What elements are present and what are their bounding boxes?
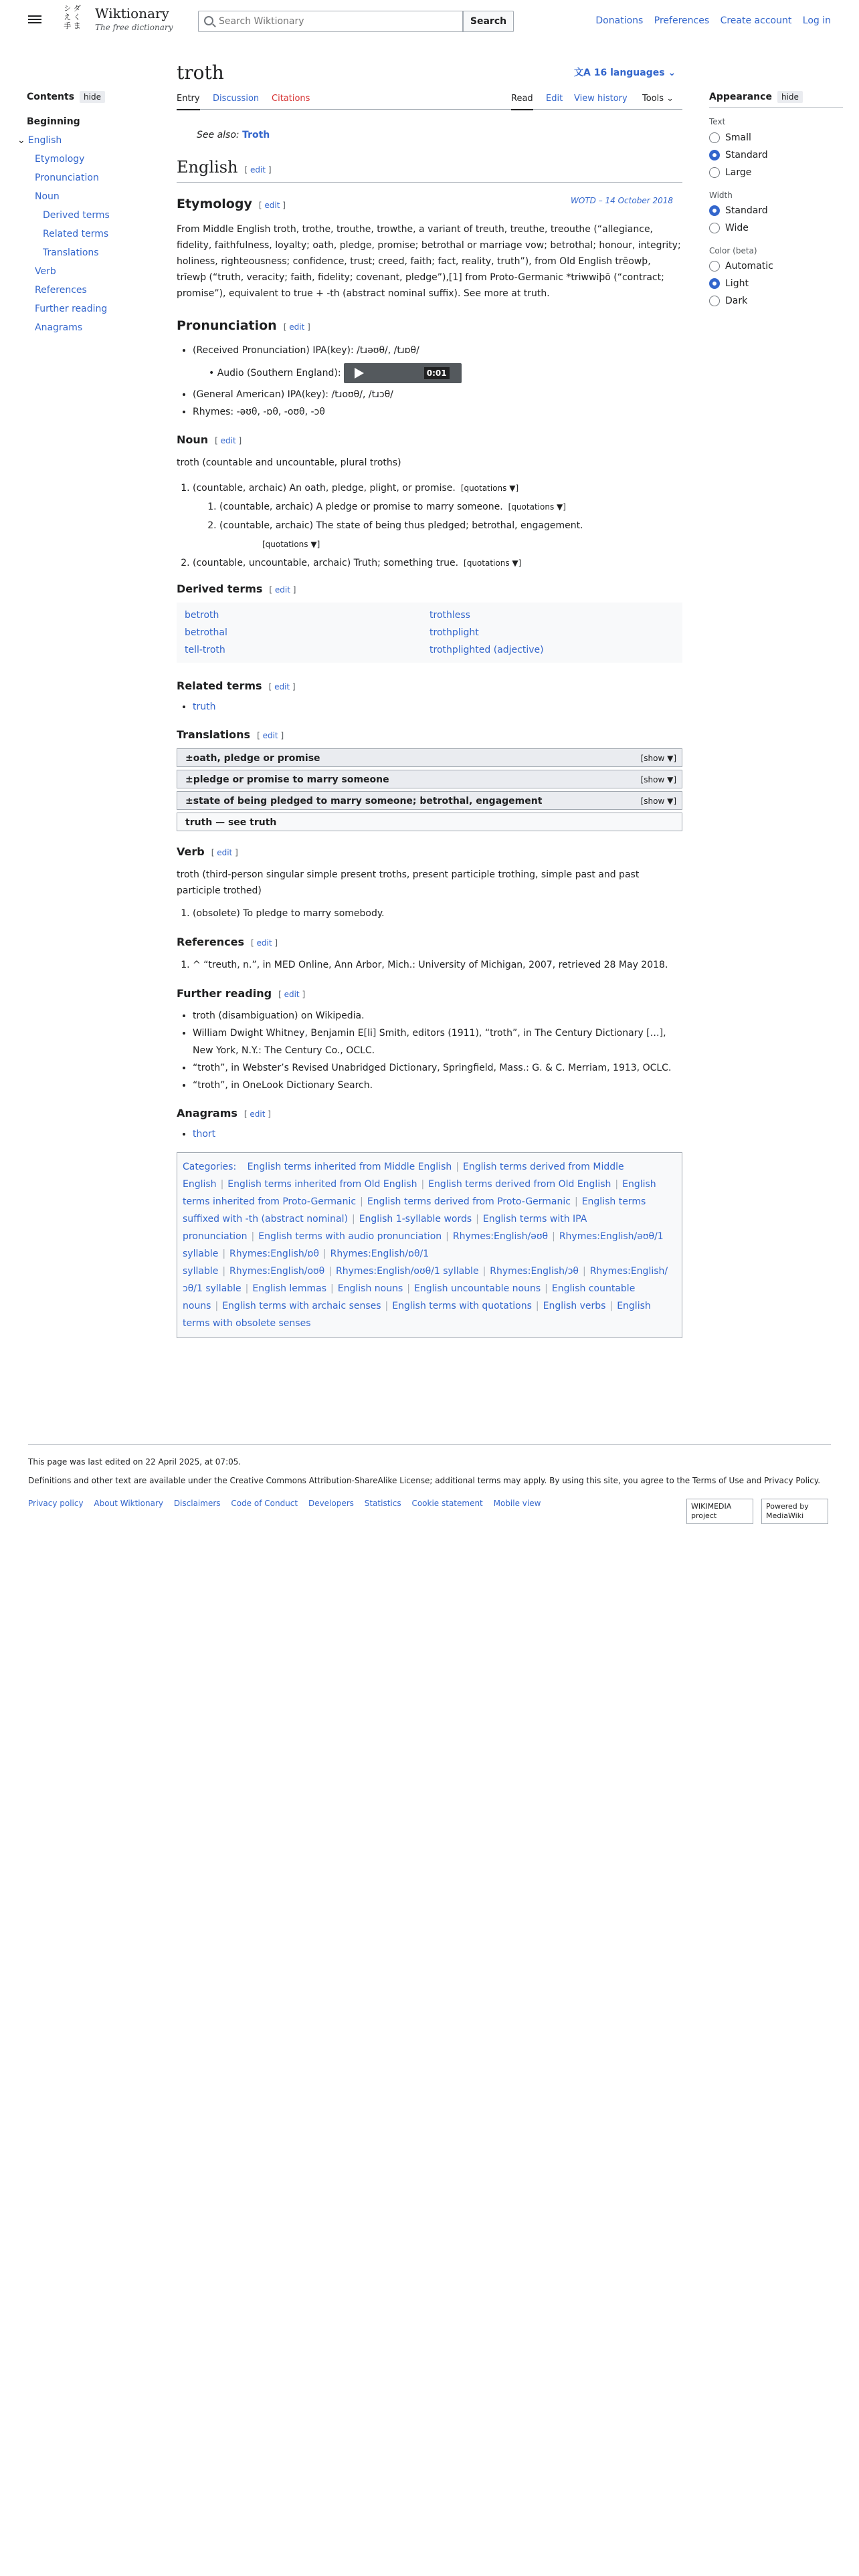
anagram-link[interactable]: thort	[193, 1129, 216, 1140]
heading-pronunciation: Pronunciation [ edit ]	[177, 318, 310, 333]
etymology-text: From Middle English troth, trothe, trouthe, trowthe, a variant of treuth, treuthe, treouthe (“allegiance, fidelity, faithfulness, loyalty; oath, pledge, promise; betrothal or marriage vow; betrothal; honour, integrity; holiness, righteousness; confidence, trust; creed, faith; fact, reality, truth”), from Old English trēowþ, trīewþ (“truth, veracity; faith, fidelity; covenant, pledge”),[1] from Proto-Germanic *triwwiþō (“contract; promise”), equivalent to true + -th (abstract nominal suffix). See more at truth.	[177, 224, 681, 299]
toc-item-related-terms[interactable]: Related terms	[43, 229, 109, 240]
translation-box[interactable]: ±state of being pledged to marry someone; betrothal, engagement [show ▼]	[177, 791, 682, 810]
footer-link[interactable]: Privacy policy	[28, 1499, 84, 1509]
language-selector[interactable]: 文A 16 languages ⌄	[574, 68, 676, 78]
derived-term[interactable]: betroth	[185, 610, 219, 621]
toc-item-derived-terms[interactable]: Derived terms	[43, 210, 110, 221]
category-link[interactable]: English terms inherited from Middle English	[247, 1162, 452, 1172]
heading-etymology: Etymology [ edit ]	[177, 197, 286, 211]
category-separator: |	[609, 1301, 613, 1311]
derived-term[interactable]: betrothal	[185, 627, 227, 638]
category-link[interactable]: English terms with IPA pronunciation	[183, 1214, 587, 1242]
mediawiki-badge[interactable]: Powered by MediaWiki	[761, 1499, 828, 1524]
category-separator: |	[251, 1231, 255, 1242]
license-text: Definitions and other text are available under the Creative Commons Attribution-ShareAlike License; additional terms may apply. By using this site, you agree to the Terms of Use and Privacy Policy.	[28, 1476, 821, 1486]
related-term[interactable]: truth	[193, 702, 216, 712]
category-link[interactable]: English terms derived from Proto-Germanic	[367, 1196, 571, 1207]
category-link[interactable]: English verbs	[543, 1301, 606, 1311]
tab-edit[interactable]: Edit	[546, 94, 563, 104]
toc-item-translations[interactable]: Translations	[43, 247, 99, 259]
category-separator: |	[360, 1196, 363, 1207]
chevron-down-icon: ⌄	[668, 68, 676, 78]
category-link[interactable]: English terms with archaic senses	[222, 1301, 381, 1311]
hamburger-icon[interactable]	[28, 13, 41, 27]
color-label: Color (beta)	[709, 245, 757, 255]
text-small-option[interactable]: Small	[709, 129, 843, 146]
translation-see: truth — see truth	[177, 813, 682, 831]
toc-item-etymology[interactable]: Etymology	[35, 154, 85, 165]
heading-derived-terms: Derived terms [ edit ]	[177, 582, 296, 595]
derived-term[interactable]: trothplighted (adjective)	[430, 645, 544, 655]
category-link[interactable]: English terms inherited from Old English	[227, 1179, 417, 1190]
wikimedia-badge[interactable]: WIKIMEDIA project	[686, 1499, 753, 1524]
further-item: • “troth”, in Webster’s Revised Unabridged Dictionary, Springfield, Mass.: G. & C. Merriam, 1913, OCLC.	[193, 1059, 682, 1077]
edit-references-link[interactable]: edit	[256, 938, 272, 948]
noun-sense-1: 1. (countable, archaic) An oath, pledge, plight, or promise. [quotations ▼] 1. (countable, archaic) A pledge or promise to marry someone. [quotations ▼] 2. (countable, archaic) The state of being thus pledged; betrothal, engagement. [quotations ▼]	[193, 479, 682, 554]
category-separator: |	[446, 1231, 449, 1242]
category-separator: |	[552, 1231, 555, 1242]
search-icon	[204, 16, 213, 25]
preferences-link[interactable]: Preferences	[654, 15, 710, 26]
wotd-link[interactable]: WOTD – 14 October 2018	[571, 196, 673, 205]
category-separator: |	[407, 1283, 410, 1294]
heading-english: English [ edit ]	[177, 156, 682, 183]
audio-player[interactable]: 0:01	[344, 363, 462, 383]
width-wide-option[interactable]: Wide	[709, 219, 843, 237]
further-item: • troth (disambiguation) on Wikipedia.	[193, 1007, 682, 1025]
category-separator: |	[330, 1283, 334, 1294]
derived-term[interactable]: trothless	[430, 610, 470, 621]
see-also: See also: Troth	[197, 130, 270, 140]
color-light-option[interactable]: Light	[709, 275, 843, 292]
category-link[interactable]: English terms suffixed with -th (abstract nominal)	[183, 1196, 646, 1224]
toc-item-verb[interactable]: Verb	[35, 266, 56, 278]
quotations-toggle[interactable]: [quotations ▼]	[460, 484, 519, 493]
category-separator: |	[574, 1196, 578, 1207]
footer-link[interactable]: Code of Conduct	[231, 1499, 298, 1509]
login-link[interactable]: Log in	[802, 15, 831, 26]
category-link[interactable]: English terms derived from Middle English	[183, 1162, 624, 1190]
pron-ga: • (General American) IPA(key): /tɹoʊθ/, /tɹɔθ/	[193, 386, 682, 403]
category-separator: |	[220, 1179, 224, 1190]
category-link[interactable]: English terms derived from Old English	[428, 1179, 611, 1190]
category-separator: |	[385, 1301, 389, 1311]
category-separator: |	[582, 1266, 586, 1277]
translation-box[interactable]: ±oath, pledge or promise [show ▼]	[177, 748, 682, 767]
noun-sense-1a: 1. (countable, archaic) A pledge or promise to marry someone. [quotations ▼]	[219, 498, 682, 516]
category-separator: |	[421, 1179, 425, 1190]
translation-box[interactable]: ±pledge or promise to marry someone [show ▼]	[177, 770, 682, 788]
toc-item-noun[interactable]: Noun	[35, 191, 60, 203]
toc-item-references[interactable]: References	[35, 285, 87, 296]
edit-related-link[interactable]: edit	[274, 682, 290, 691]
heading-related-terms: Related terms [ edit ]	[177, 679, 296, 692]
verb-headword: troth (third-person singular simple present troths, present participle trothing, simple past and past participle trothed)	[177, 869, 640, 896]
category-separator: |	[322, 1249, 326, 1259]
edit-pronunciation-link[interactable]: edit	[289, 322, 305, 332]
text-standard-option[interactable]: Standard	[709, 146, 843, 164]
header	[0, 0, 859, 43]
footer-link[interactable]: Mobile view	[493, 1499, 541, 1509]
create-account-link[interactable]: Create account	[720, 15, 792, 26]
category-separator: |	[351, 1214, 355, 1224]
edit-anagrams-link[interactable]: edit	[250, 1109, 266, 1119]
quotations-toggle[interactable]: [quotations ▼]	[262, 540, 320, 549]
color-dark-option[interactable]: Dark	[709, 292, 843, 310]
category-link[interactable]: English countable nouns	[183, 1283, 636, 1311]
page-title: troth	[177, 62, 224, 84]
category-link[interactable]: English uncountable nouns	[413, 1283, 541, 1294]
show-toggle[interactable]: [show ▼]	[640, 754, 676, 763]
donations-link[interactable]: Donations	[595, 15, 644, 26]
category-link[interactable]: Rhymes:English/oʊθ/1 syllable	[335, 1266, 479, 1277]
category-link[interactable]: English lemmas	[252, 1283, 327, 1294]
star-icon: ±	[185, 796, 193, 807]
category-link[interactable]: Rhymes:English/oʊθ	[229, 1266, 325, 1277]
heading-noun: Noun [ edit ]	[177, 433, 242, 446]
category-separator: |	[328, 1266, 332, 1277]
toc-header: Contents hide	[27, 90, 140, 104]
derived-terms-list	[177, 603, 682, 663]
last-edited: This page was last edited on 22 April 2025, at 07:05.	[28, 1457, 242, 1467]
tab-citations[interactable]: Citations	[272, 94, 310, 104]
noun-headword: troth (countable and uncountable, plural troths)	[177, 457, 401, 468]
category-separator: |	[476, 1214, 479, 1224]
category-link[interactable]: English terms with obsolete senses	[183, 1301, 651, 1329]
footer	[28, 1444, 831, 1520]
toc-item-beginning[interactable]: Beginning	[27, 116, 80, 128]
category-link[interactable]: English nouns	[337, 1283, 403, 1294]
category-link[interactable]: Rhymes:English/ɔθ/1 syllable	[183, 1266, 668, 1294]
derived-term[interactable]: trothplight	[430, 627, 479, 638]
category-separator: |	[456, 1162, 459, 1172]
appearance-hide-button[interactable]: hide	[777, 91, 803, 103]
category-link[interactable]: English 1-syllable words	[359, 1214, 472, 1224]
noun-sense-1b: 2. (countable, archaic) The state of being thus pledged; betrothal, engagement. [quotations ▼]	[219, 516, 682, 554]
category-link[interactable]: Rhymes:English/ɔθ	[490, 1266, 579, 1277]
text-size-label: Text	[709, 117, 726, 127]
tools-menu[interactable]: Tools ⌄	[642, 94, 674, 104]
heading-further-reading: Further reading [ edit ]	[177, 987, 306, 1000]
site-title[interactable]: Wiktionary	[95, 5, 169, 21]
star-icon: ±	[185, 774, 193, 785]
pron-audio: • Audio (Southern England): 0:01	[209, 363, 682, 383]
search-box[interactable]	[198, 11, 463, 32]
heading-anagrams: Anagrams [ edit ]	[177, 1107, 271, 1119]
toc-item-english[interactable]: ⌄ English	[17, 135, 62, 146]
reference-1: 1. ^ “treuth, n.”, in MED Online, Ann Arbor, Mich.: University of Michigan, 2007, retrieved 28 May 2018.	[193, 956, 682, 974]
category-separator: |	[615, 1179, 619, 1190]
footer-link[interactable]: Cookie statement	[411, 1499, 483, 1509]
edit-further-link[interactable]: edit	[284, 990, 300, 999]
heading-translations: Translations [ edit ]	[177, 728, 284, 741]
category-link[interactable]: English terms inherited from Proto-Germanic	[183, 1179, 656, 1207]
quotations-toggle[interactable]: [quotations ▼]	[464, 558, 522, 568]
category-link[interactable]: Rhymes:English/əʊθ	[452, 1231, 549, 1242]
category-link[interactable]: Rhymes:English/ɒθ	[229, 1249, 319, 1259]
wiktionary-logo[interactable]: シ ダ え く 手 ま	[64, 4, 81, 30]
category-separator: |	[245, 1283, 249, 1294]
edit-noun-link[interactable]: edit	[220, 436, 236, 445]
derived-term[interactable]: tell-troth	[185, 645, 225, 655]
category-separator: |	[482, 1266, 486, 1277]
tab-discussion[interactable]: Discussion	[213, 94, 260, 104]
tab-entry[interactable]: Entry	[177, 92, 200, 110]
appearance-header: Appearance hide	[709, 90, 843, 108]
category-separator: |	[215, 1301, 219, 1311]
heading-verb: Verb [ edit ]	[177, 845, 238, 858]
footer-link[interactable]: Disclaimers	[173, 1499, 221, 1509]
category-link[interactable]: Rhymes:English/ɒθ/1 syllable	[183, 1249, 430, 1277]
heading-references: References [ edit ]	[177, 936, 278, 948]
further-item: • “troth”, in OneLook Dictionary Search.	[193, 1077, 682, 1094]
category-separator: |	[545, 1283, 548, 1294]
toc-hide-button[interactable]: hide	[80, 91, 105, 103]
edit-etymology-link[interactable]: edit	[264, 201, 280, 210]
quotations-toggle[interactable]: [quotations ▼]	[508, 502, 566, 512]
pron-rp: • (Received Pronunciation) IPA(key): /tɹəʊθ/, /tɹɒθ/	[193, 342, 682, 359]
edit-derived-link[interactable]: edit	[274, 585, 290, 595]
appearance-panel	[709, 90, 843, 310]
search-input[interactable]	[219, 14, 453, 29]
text-large-option[interactable]: Large	[709, 164, 843, 181]
user-links	[587, 13, 831, 28]
verb-sense-1: 1. (obsolete) To pledge to marry somebody.	[193, 904, 682, 923]
show-toggle[interactable]: [show ▼]	[640, 796, 676, 806]
page-tabs	[177, 87, 682, 110]
further-item: • William Dwight Whitney, Benjamin E[li] Smith, editors (1911), “troth”, in The Century Dictionary […], New York, N.Y.: The Century Co., OCLC.	[193, 1025, 682, 1059]
category-link[interactable]: English terms with audio pronunciation	[258, 1231, 442, 1242]
show-toggle[interactable]: [show ▼]	[640, 775, 676, 784]
tab-read[interactable]: Read	[511, 92, 533, 110]
width-label: Width	[709, 190, 733, 200]
category-separator: |	[222, 1249, 226, 1259]
star-icon: ±	[185, 753, 193, 764]
categories-box	[177, 1152, 682, 1338]
search-button[interactable]: Search	[463, 11, 514, 32]
category-link[interactable]: English terms with quotations	[392, 1301, 532, 1311]
category-link[interactable]: Rhymes:English/əʊθ/1 syllable	[183, 1231, 664, 1259]
categories-label[interactable]: Categories:	[183, 1162, 237, 1172]
footer-link[interactable]: Statistics	[364, 1499, 401, 1509]
edit-english-link[interactable]: edit	[250, 165, 266, 175]
color-automatic-option[interactable]: Automatic	[709, 257, 843, 275]
pron-rhymes: • Rhymes: -əʊθ, -ɒθ, -oʊθ, -ɔθ	[193, 403, 682, 421]
translate-icon: 文A	[574, 68, 594, 78]
category-separator: |	[535, 1301, 539, 1311]
toc-item-further-reading[interactable]: Further reading	[35, 304, 108, 315]
main-content	[177, 123, 682, 1338]
edit-translations-link[interactable]: edit	[262, 731, 278, 740]
play-icon[interactable]	[355, 368, 364, 379]
category-separator: |	[222, 1266, 226, 1277]
table-of-contents	[17, 90, 140, 340]
edit-verb-link[interactable]: edit	[217, 848, 233, 857]
tab-view-history[interactable]: View history	[574, 94, 628, 104]
footer-link[interactable]: About Wiktionary	[94, 1499, 163, 1509]
toc-item-pronunciation[interactable]: Pronunciation	[35, 173, 99, 184]
site-subtitle: The free dictionary	[95, 23, 173, 32]
width-standard-option[interactable]: Standard	[709, 202, 843, 219]
footer-link[interactable]: Developers	[308, 1499, 354, 1509]
noun-sense-2: 2. (countable, uncountable, archaic) Truth; something true. [quotations ▼]	[193, 554, 682, 572]
see-also-link[interactable]: Troth	[242, 130, 270, 140]
toc-item-anagrams[interactable]: Anagrams	[35, 322, 83, 334]
